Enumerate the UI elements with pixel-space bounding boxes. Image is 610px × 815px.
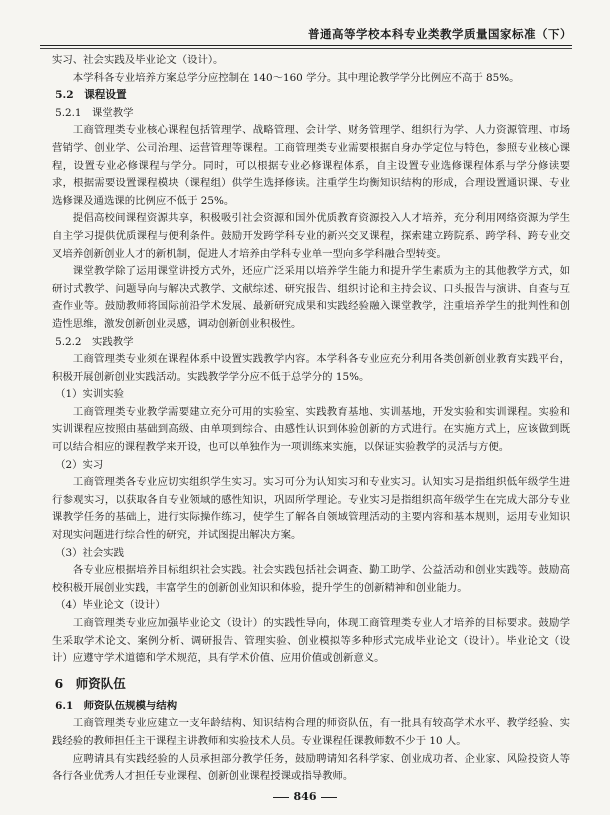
footer-dash-right (321, 797, 337, 798)
section-heading-6-1: 6.1 师资队伍规模与结构 (55, 699, 178, 712)
paragraph: 工商管理类专业应建立一支年龄结构、知识结构合理的师资队伍，有一批具有较高学术水平、教学经验、实践经验的教师担任主干课程主讲教师和实验技术人员。专业课程任课教师数不少于 10 人。 (52, 717, 570, 747)
subsection-heading-5-2-2: 5.2.2 实践教学 (55, 335, 134, 348)
page-number: 846 (293, 790, 317, 803)
paragraph: 工商管理类专业核心课程包括管理学、战略管理、会计学、财务管理学、组织行为学、人力资源管理、市场营销学、创业学、公司治理、运营管理等课程。工商管理类专业需要根据自身办学定位与特色，参照专业核心课程，设置专业必修课程与学分。同时，可以根据专业必修课程体系，自主设置专业选修课程体系与学分修读要求，根据需要设置课程模块（课程组）供学生选择修读。注重学生均衡知识结构的形成，合理设置通识课、专业选修课及通选课的比例应不低于 25%。 (52, 124, 570, 207)
footer-dash-left (273, 797, 289, 798)
subsection-heading-5-2-1: 5.2.1 课堂教学 (55, 106, 134, 119)
paragraph: 工商管理类专业应加强毕业论文（设计）的实践性导向，体现工商管理类专业人才培养的目标要求。鼓励学生采取学术论文、案例分析、调研报告、管理实验、创业模拟等多种形式完成毕业论文（设计）。毕业论文（设计）应遵守学术道德和学术规范，具有学术价值、应用价值或创新意义。 (52, 617, 570, 665)
page-footer (0, 790, 610, 803)
paragraph: 提倡高校间课程资源共享，积极吸引社会资源和国外优质教育资源投入人才培养，充分利用网络资源为学生自主学习提供优质课程与便利条件。鼓励开发跨学科专业的新兴交叉课程，探索建立跨院系、跨学科、跨专业交叉培养创新创业人才的新机制，促进人才培养由学科专业单一型向多学科融合型转变。 (52, 212, 570, 260)
paragraph: 本学科各专业培养方案总学分应控制在 140～160 学分。其中理论教学学分比例应不高于 85%。 (72, 71, 520, 84)
item-heading-1: （1）实训实验 (55, 388, 125, 401)
item-heading-4: （4）毕业论文（设计） (55, 599, 166, 612)
paragraph: 工商管理类专业教学需要建立充分可用的实验室、实践教育基地、实训基地，开发实验和实训课程。实验和实训课程应按照由基础到高级、由单项到综合、由感性认识到体验创新的方式进行。在实施方式上，应该做到既可以结合相应的课程教学来开设，也可以单独作为一项训练来实施，以保证实验教学的灵活与方便。 (52, 405, 570, 454)
chapter-heading-6: 6 师资队伍 (54, 675, 126, 691)
item-heading-2: （2）实习 (55, 458, 104, 471)
running-header: 普通高等学校本科专业类教学质量国家标准（下） (308, 27, 572, 41)
header-rule-thin (40, 48, 572, 49)
paragraph: 工商管理类专业须在课程体系中设置实践教学内容。本学科各专业应充分利用各类创新创业教育实践平台，积极开展创新创业实践活动。实践教学学分应不低于总学分的 15%。 (52, 353, 570, 383)
paragraph: 各专业应根据培养目标组织社会实践。社会实践包括社会调查、勤工助学、公益活动和创业实践等。鼓励高校积极开展创业实践，丰富学生的创新创业知识和体验，提升学生的创新精神和创业能力。 (52, 564, 570, 594)
item-heading-3: （3）社会实践 (55, 546, 125, 559)
paragraph: 课堂教学除了运用课堂讲授方式外，还应广泛采用以培养学生能力和提升学生素质为主的其他教学方式，如研讨式教学、问题导向与解决式教学、文献综述、研究报告、组织讨论和主持会议、口头报告与演讲、自查与互查作业等。鼓励教师将国际前沿学术发展、最新研究成果和实践经验融入课堂教学，注重培养学生的批判性和创造性思维，激发创新创业灵感，调动创新创业积极性。 (52, 265, 570, 330)
section-heading-5-2: 5.2 课程设置 (55, 89, 127, 102)
page-body (52, 52, 570, 786)
paragraph: 应聘请具有实践经验的人员承担部分教学任务，鼓励聘请知名科学家、创业成功者、企业家、风险投资人等各行各业优秀人才担任专业课程、创新创业课程授课或指导教师。 (52, 752, 570, 783)
header-rule (40, 45, 572, 46)
paragraph: 工商管理类各专业应切实组织学生实习。实习可分为认知实习和专业实习。认知实习是指组织低年级学生进行参观实习，以获取各自专业领域的感性知识，巩固所学理论。专业实习是指组织高年级学生在完成大部分专业课教学任务的基础上，进行实际操作练习，使学生了解各自领域管理活动的主要内容和基本规则，运用专业知识对现实问题进行综合性的研究，并试图提出解决方案。 (52, 476, 570, 542)
paragraph: 实习、社会实践及毕业论文（设计）。 (52, 54, 224, 66)
